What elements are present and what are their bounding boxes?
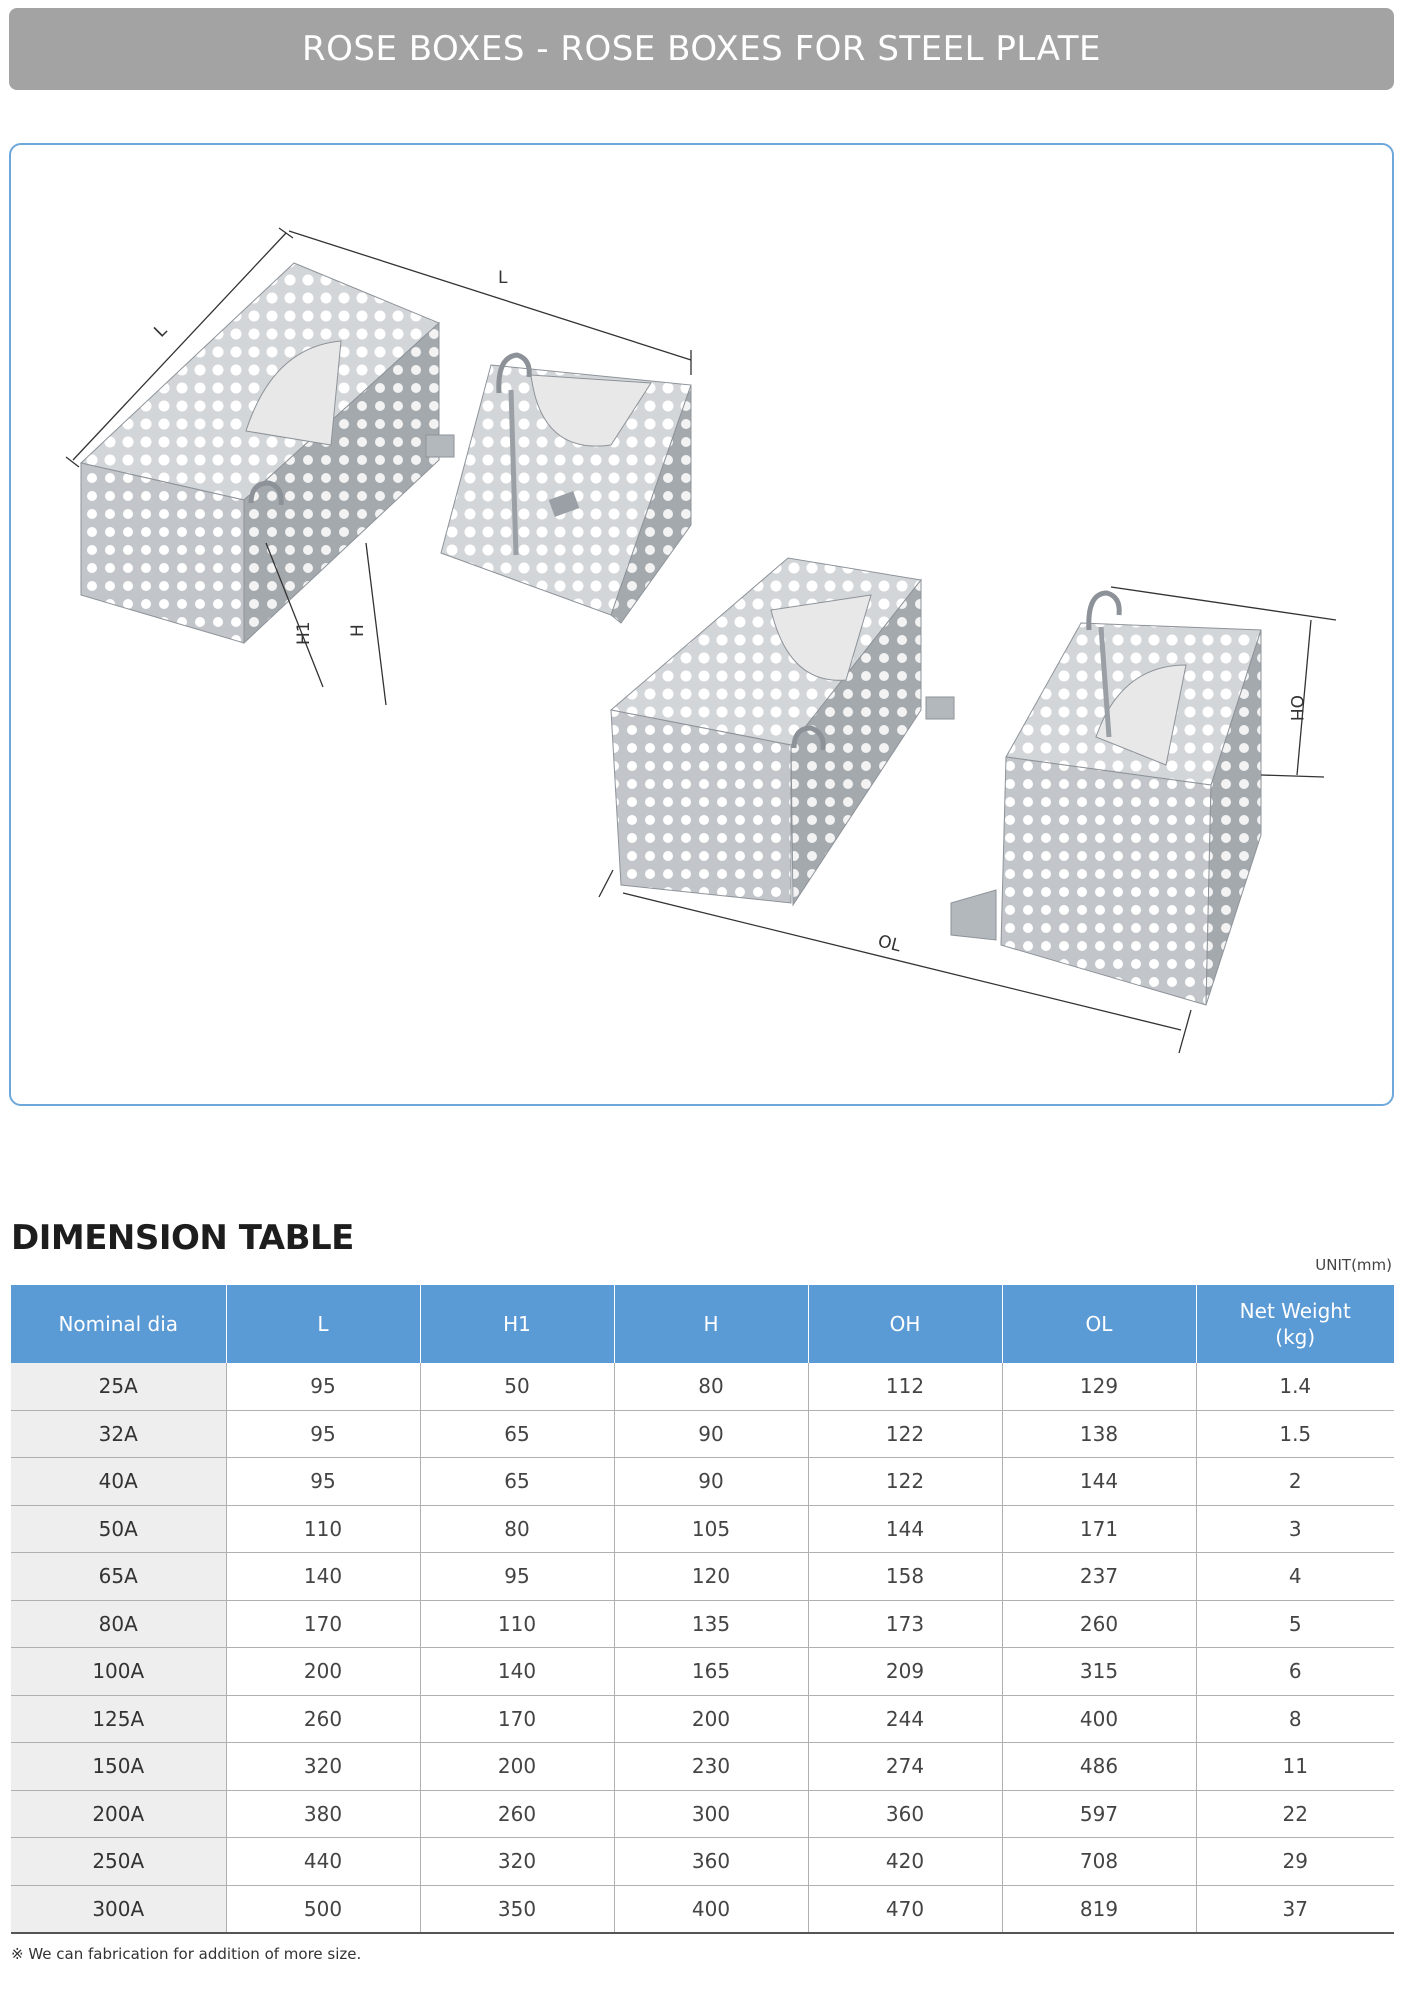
rose-box-illustration xyxy=(11,145,1392,1104)
cell-h: 165 xyxy=(614,1648,808,1696)
cell-ol: 708 xyxy=(1002,1838,1196,1886)
header-h: H xyxy=(614,1285,808,1363)
cell-h1: 50 xyxy=(420,1363,614,1410)
cell-h: 120 xyxy=(614,1553,808,1601)
cell-l: 260 xyxy=(226,1695,420,1743)
cell-h: 80 xyxy=(614,1363,808,1410)
table-row xyxy=(11,1790,1394,1838)
cell-oh: 360 xyxy=(808,1790,1002,1838)
cell-nominal-dia: 100A xyxy=(11,1648,226,1696)
cell-nominal-dia: 80A xyxy=(11,1600,226,1648)
cell-h: 230 xyxy=(614,1743,808,1791)
header-ol: OL xyxy=(1002,1285,1196,1363)
cell-h: 300 xyxy=(614,1790,808,1838)
cell-oh: 244 xyxy=(808,1695,1002,1743)
cell-nominal-dia: 32A xyxy=(11,1410,226,1458)
cell-ol: 486 xyxy=(1002,1743,1196,1791)
cell-h1: 110 xyxy=(420,1600,614,1648)
unit-label: UNIT(mm) xyxy=(1315,1256,1392,1274)
cell-h1: 350 xyxy=(420,1885,614,1933)
cell-l: 95 xyxy=(226,1410,420,1458)
cell-net-weight: 37 xyxy=(1196,1885,1394,1933)
cell-h1: 170 xyxy=(420,1695,614,1743)
table-row xyxy=(11,1363,1394,1410)
cell-oh: 122 xyxy=(808,1410,1002,1458)
cell-net-weight: 8 xyxy=(1196,1695,1394,1743)
header-net-weight-line1: Net Weight xyxy=(1239,1299,1351,1323)
cell-net-weight: 4 xyxy=(1196,1553,1394,1601)
cell-nominal-dia: 250A xyxy=(11,1838,226,1886)
cell-nominal-dia: 65A xyxy=(11,1553,226,1601)
cell-h1: 200 xyxy=(420,1743,614,1791)
cell-ol: 138 xyxy=(1002,1410,1196,1458)
cell-h: 105 xyxy=(614,1505,808,1553)
cell-oh: 112 xyxy=(808,1363,1002,1410)
table-row xyxy=(11,1553,1394,1601)
table-row xyxy=(11,1885,1394,1933)
cell-l: 440 xyxy=(226,1838,420,1886)
cell-h1: 320 xyxy=(420,1838,614,1886)
cell-oh: 420 xyxy=(808,1838,1002,1886)
header-net-weight-line2: (kg) xyxy=(1275,1325,1316,1349)
cell-net-weight: 2 xyxy=(1196,1458,1394,1506)
label-h: H xyxy=(348,624,368,637)
table-row xyxy=(11,1410,1394,1458)
table-row xyxy=(11,1600,1394,1648)
cell-l: 500 xyxy=(226,1885,420,1933)
cell-net-weight: 29 xyxy=(1196,1838,1394,1886)
cell-l: 95 xyxy=(226,1363,420,1410)
cell-oh: 122 xyxy=(808,1458,1002,1506)
cell-ol: 129 xyxy=(1002,1363,1196,1410)
cell-oh: 274 xyxy=(808,1743,1002,1791)
label-ol: OL xyxy=(875,931,903,957)
header-net-weight xyxy=(1196,1285,1394,1363)
cell-l: 110 xyxy=(226,1505,420,1553)
cell-h: 200 xyxy=(614,1695,808,1743)
table-row xyxy=(11,1648,1394,1696)
section-title: DIMENSION TABLE xyxy=(11,1218,354,1258)
cell-net-weight: 1.5 xyxy=(1196,1410,1394,1458)
product-illustration-frame xyxy=(9,143,1394,1106)
cell-oh: 209 xyxy=(808,1648,1002,1696)
cell-l: 140 xyxy=(226,1553,420,1601)
cell-net-weight: 1.4 xyxy=(1196,1363,1394,1410)
cell-ol: 597 xyxy=(1002,1790,1196,1838)
cell-oh: 144 xyxy=(808,1505,1002,1553)
header-l: L xyxy=(226,1285,420,1363)
cell-l: 170 xyxy=(226,1600,420,1648)
table-row xyxy=(11,1458,1394,1506)
cell-ol: 237 xyxy=(1002,1553,1196,1601)
cell-ol: 400 xyxy=(1002,1695,1196,1743)
table-row xyxy=(11,1695,1394,1743)
cell-ol: 171 xyxy=(1002,1505,1196,1553)
cell-nominal-dia: 25A xyxy=(11,1363,226,1410)
table-header-row xyxy=(11,1285,1394,1363)
cell-h1: 80 xyxy=(420,1505,614,1553)
cell-net-weight: 22 xyxy=(1196,1790,1394,1838)
cell-net-weight: 6 xyxy=(1196,1648,1394,1696)
page-title: ROSE BOXES - ROSE BOXES FOR STEEL PLATE xyxy=(302,29,1101,69)
label-oh: OH xyxy=(1286,695,1306,722)
cell-l: 320 xyxy=(226,1743,420,1791)
cell-nominal-dia: 300A xyxy=(11,1885,226,1933)
header-nominal-dia: Nominal dia xyxy=(11,1285,226,1363)
cell-oh: 158 xyxy=(808,1553,1002,1601)
footnote: ※ We can fabrication for addition of more size. xyxy=(11,1945,362,1963)
header-oh: OH xyxy=(808,1285,1002,1363)
cell-h: 135 xyxy=(614,1600,808,1648)
label-l-top: L xyxy=(498,268,508,288)
label-h1: H1 xyxy=(294,621,314,645)
cell-h: 90 xyxy=(614,1410,808,1458)
table-row xyxy=(11,1505,1394,1553)
cell-ol: 315 xyxy=(1002,1648,1196,1696)
cell-h1: 260 xyxy=(420,1790,614,1838)
cell-oh: 470 xyxy=(808,1885,1002,1933)
cell-h1: 95 xyxy=(420,1553,614,1601)
cell-h1: 65 xyxy=(420,1458,614,1506)
cell-oh: 173 xyxy=(808,1600,1002,1648)
cell-nominal-dia: 40A xyxy=(11,1458,226,1506)
cell-l: 200 xyxy=(226,1648,420,1696)
label-l-left: L xyxy=(150,320,172,342)
table-row xyxy=(11,1838,1394,1886)
cell-l: 380 xyxy=(226,1790,420,1838)
cell-nominal-dia: 150A xyxy=(11,1743,226,1791)
cell-h: 90 xyxy=(614,1458,808,1506)
rose-box-assembled-view xyxy=(611,558,1261,1005)
cell-net-weight: 11 xyxy=(1196,1743,1394,1791)
cell-h1: 140 xyxy=(420,1648,614,1696)
cell-h: 400 xyxy=(614,1885,808,1933)
cell-l: 95 xyxy=(226,1458,420,1506)
cell-net-weight: 5 xyxy=(1196,1600,1394,1648)
cell-ol: 260 xyxy=(1002,1600,1196,1648)
table-row xyxy=(11,1743,1394,1791)
cell-nominal-dia: 125A xyxy=(11,1695,226,1743)
title-banner xyxy=(9,8,1394,90)
header-h1: H1 xyxy=(420,1285,614,1363)
cell-h: 360 xyxy=(614,1838,808,1886)
rose-box-exploded-view xyxy=(81,263,691,643)
cell-net-weight: 3 xyxy=(1196,1505,1394,1553)
cell-nominal-dia: 50A xyxy=(11,1505,226,1553)
cell-h1: 65 xyxy=(420,1410,614,1458)
cell-nominal-dia: 200A xyxy=(11,1790,226,1838)
dimension-table xyxy=(11,1285,1394,1934)
cell-ol: 144 xyxy=(1002,1458,1196,1506)
cell-ol: 819 xyxy=(1002,1885,1196,1933)
